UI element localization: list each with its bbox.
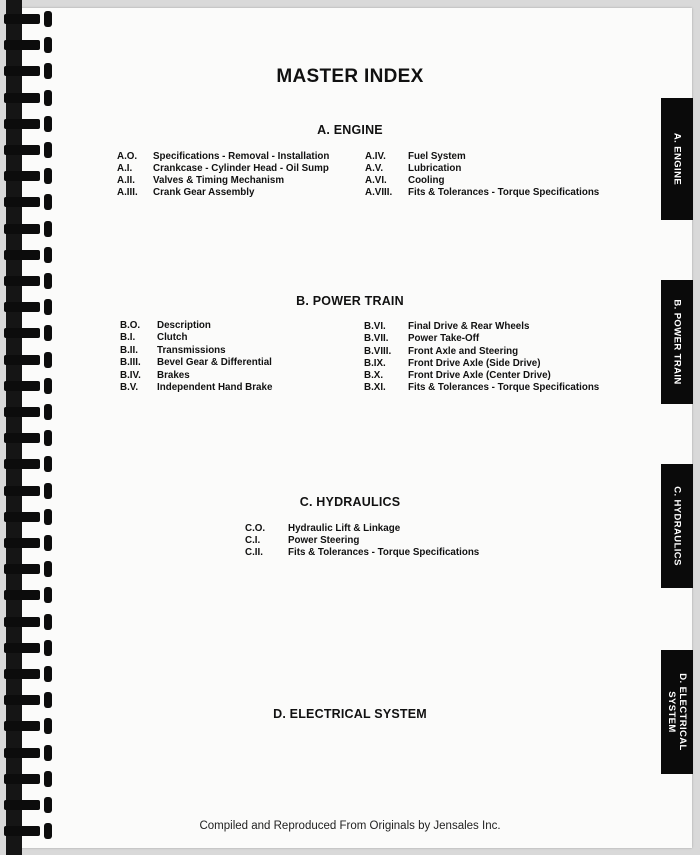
binding-ring	[4, 564, 62, 574]
binding-ring	[4, 224, 62, 234]
entry-label: Transmissions	[157, 345, 226, 356]
binding-ring	[4, 407, 62, 417]
binding-ring	[4, 538, 62, 548]
entry-label: Cooling	[408, 175, 445, 186]
entry-code: B.XI.	[364, 382, 386, 393]
entry-code: A.V.	[365, 163, 384, 174]
entry-code: C.I.	[245, 535, 261, 546]
entry-label: Fuel System	[408, 151, 466, 162]
binding-ring	[4, 171, 62, 181]
entry-label: Brakes	[157, 370, 190, 381]
entry-label: Front Axle and Steering	[408, 346, 519, 357]
index-entry[interactable]	[365, 163, 462, 176]
entry-label: Fits & Tolerances - Torque Specifications	[408, 382, 600, 393]
tab-label: C. HYDRAULICS	[671, 486, 683, 566]
entry-label: Independent Hand Brake	[157, 382, 273, 393]
tab-label: A. ENGINE	[671, 132, 683, 186]
entry-label: Power Take-Off	[408, 333, 480, 344]
binding-ring	[4, 328, 62, 338]
binding-ring	[4, 197, 62, 207]
entry-label: Hydraulic Lift & Linkage	[288, 523, 401, 534]
binding-ring	[4, 695, 62, 705]
entry-code: A.III.	[117, 187, 138, 198]
entry-code: B.IX.	[364, 358, 386, 369]
entry-label: Specifications - Removal - Installation	[153, 151, 330, 162]
entry-label: Crankcase - Cylinder Head - Oil Sump	[153, 163, 329, 174]
entry-code: A.O.	[117, 151, 138, 162]
section-heading-hydraulics: C. HYDRAULICS	[299, 495, 401, 509]
entry-code: B.IV.	[120, 370, 141, 381]
index-entry[interactable]	[120, 320, 211, 333]
binding-ring	[4, 774, 62, 784]
index-entry[interactable]	[117, 175, 285, 188]
tab-hydraulics[interactable]	[661, 464, 693, 588]
entry-label: Front Drive Axle (Center Drive)	[408, 370, 551, 381]
entry-label: Bevel Gear & Differential	[157, 357, 272, 368]
entry-code: B.O.	[120, 320, 141, 331]
footer-credit: Compiled and Reproduced From Originals by Jensales Inc.	[199, 820, 501, 832]
index-entry[interactable]	[120, 357, 272, 370]
entry-label: Fits & Tolerances - Torque Specifications	[288, 547, 480, 558]
entry-code: B.II.	[120, 345, 138, 356]
entry-label: Fits & Tolerances - Torque Specifications	[408, 187, 600, 198]
section-heading-engine: A. ENGINE	[317, 123, 383, 137]
page-title: MASTER INDEX	[276, 66, 424, 87]
tab-label-line1: D. ELECTRICAL	[677, 673, 688, 751]
index-entry[interactable]	[364, 333, 480, 346]
entry-label: Valves & Timing Mechanism	[153, 175, 285, 186]
entry-code: B.VIII.	[364, 346, 392, 357]
binding-ring	[4, 512, 62, 522]
entry-label: Description	[157, 320, 211, 331]
index-entry[interactable]	[364, 370, 551, 383]
entry-code: A.IV.	[365, 151, 386, 162]
entry-label: Clutch	[157, 332, 188, 343]
entry-label: Lubrication	[408, 163, 462, 174]
tab-label	[666, 673, 688, 751]
index-entry[interactable]	[364, 321, 530, 334]
binding-ring	[4, 433, 62, 443]
binding-ring	[4, 381, 62, 391]
binding-ring	[4, 14, 62, 24]
entry-code: C.O.	[245, 523, 266, 534]
index-entry[interactable]	[245, 547, 480, 560]
index-entry[interactable]	[245, 523, 401, 536]
index-entry[interactable]	[120, 345, 226, 358]
binding-ring	[4, 355, 62, 365]
entry-code: C.II.	[245, 547, 263, 558]
entry-label: Crank Gear Assembly	[153, 187, 255, 198]
binding-ring	[4, 145, 62, 155]
binding-ring	[4, 748, 62, 758]
index-entry[interactable]	[120, 382, 273, 395]
index-entry[interactable]	[120, 370, 190, 383]
index-entry[interactable]	[117, 187, 255, 200]
index-entry[interactable]	[365, 151, 466, 164]
tab-label-line2: SYSTEM	[666, 691, 677, 733]
entry-code: A.II.	[117, 175, 135, 186]
entry-code: A.I.	[117, 163, 133, 174]
binding-ring	[4, 617, 62, 627]
binding-ring	[4, 643, 62, 653]
entry-code: B.VII.	[364, 333, 389, 344]
binding-ring	[4, 276, 62, 286]
tab-label: B. POWER TRAIN	[671, 299, 683, 385]
index-entry[interactable]	[364, 358, 541, 371]
binding-ring	[4, 40, 62, 50]
entry-label: Final Drive & Rear Wheels	[408, 321, 530, 332]
tab-power-train[interactable]	[661, 280, 693, 404]
index-entry[interactable]	[120, 332, 188, 345]
tab-engine[interactable]	[661, 98, 693, 220]
binding-ring	[4, 93, 62, 103]
entry-label: Power Steering	[288, 535, 360, 546]
index-entry[interactable]	[364, 382, 600, 395]
binding-ring	[4, 250, 62, 260]
entry-code: B.I.	[120, 332, 136, 343]
index-entry[interactable]	[365, 187, 600, 200]
entry-code: B.V.	[120, 382, 139, 393]
binding-ring	[4, 459, 62, 469]
binding-ring	[4, 721, 62, 731]
entry-code: B.X.	[364, 370, 384, 381]
entry-code: A.VI.	[365, 175, 387, 186]
entry-label: Front Drive Axle (Side Drive)	[408, 358, 541, 369]
binding-ring	[4, 590, 62, 600]
index-entry[interactable]	[117, 163, 329, 176]
index-entry[interactable]	[245, 535, 360, 548]
binding-ring	[4, 669, 62, 679]
section-heading-power-train: B. POWER TRAIN	[296, 294, 404, 308]
tab-electrical-system[interactable]	[661, 650, 693, 774]
index-entry[interactable]	[365, 175, 445, 188]
section-heading-electrical: D. ELECTRICAL SYSTEM	[273, 707, 427, 721]
entry-code: B.VI.	[364, 321, 386, 332]
entry-code: B.III.	[120, 357, 141, 368]
index-entry[interactable]	[364, 346, 519, 359]
index-entry[interactable]	[117, 151, 330, 164]
entry-code: A.VIII.	[365, 187, 393, 198]
binding-ring	[4, 800, 62, 810]
